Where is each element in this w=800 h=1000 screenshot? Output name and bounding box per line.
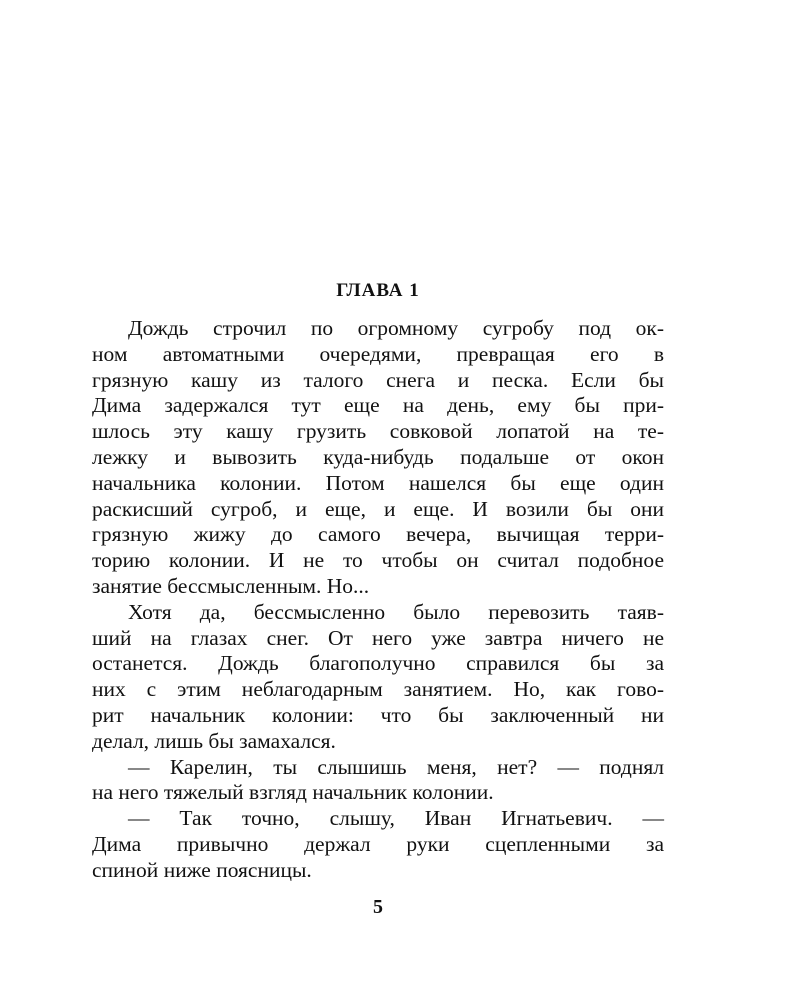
- text-line: раскисший сугроб, и еще, и еще. И возили бы они: [92, 496, 664, 521]
- text-line: Дождь строчил по огромному сугробу под ок-: [128, 316, 664, 340]
- chapter-body: [92, 316, 664, 884]
- text-line: занятие бессмысленным. Но...: [92, 573, 370, 598]
- text-line: останется. Дождь благополучно справился бы за: [92, 651, 664, 676]
- chapter-title: ГЛАВА 1: [336, 280, 420, 301]
- text-line: начальника колонии. Потом нашелся бы еще один: [92, 470, 664, 495]
- text-line: торию колонии. И не то чтобы он считал подобное: [92, 548, 664, 573]
- text-line: — Карелин, ты слышишь меня, нет? — поднял: [128, 754, 664, 779]
- text-line: Хотя да, бессмысленно было перевозить таяв-: [128, 599, 664, 624]
- text-line: — Так точно, слышу, Иван Игнатьевич. —: [128, 806, 664, 831]
- text-line: них с этим неблагодарным занятием. Но, как гово-: [92, 677, 664, 702]
- page-number: 5: [373, 896, 383, 918]
- text-line: Дима привычно держал руки сцепленными за: [92, 831, 664, 856]
- text-line: на него тяжелый взгляд начальник колонии.: [92, 780, 494, 805]
- text-line: Дима задержался тут еще на день, ему бы при-: [92, 393, 664, 418]
- text-line: рит начальник колонии: что бы заключенный ни: [92, 702, 664, 727]
- text-line: грязную кашу из талого снега и песка. Если бы: [92, 367, 664, 392]
- text-line: ном автоматными очередями, превращая его в: [92, 341, 664, 366]
- text-line: лежку и вывозить куда-нибудь подальше от окон: [92, 444, 664, 469]
- text-line: делал, лишь бы замахался.: [92, 728, 336, 753]
- text-line: шлось эту кашу грузить совковой лопатой на те-: [92, 419, 664, 444]
- text-line: спиной ниже поясницы.: [92, 857, 312, 882]
- text-line: ший на глазах снег. От него уже завтра ничего не: [92, 625, 664, 650]
- text-line: грязную жижу до самого вечера, вычищая терри-: [92, 522, 664, 547]
